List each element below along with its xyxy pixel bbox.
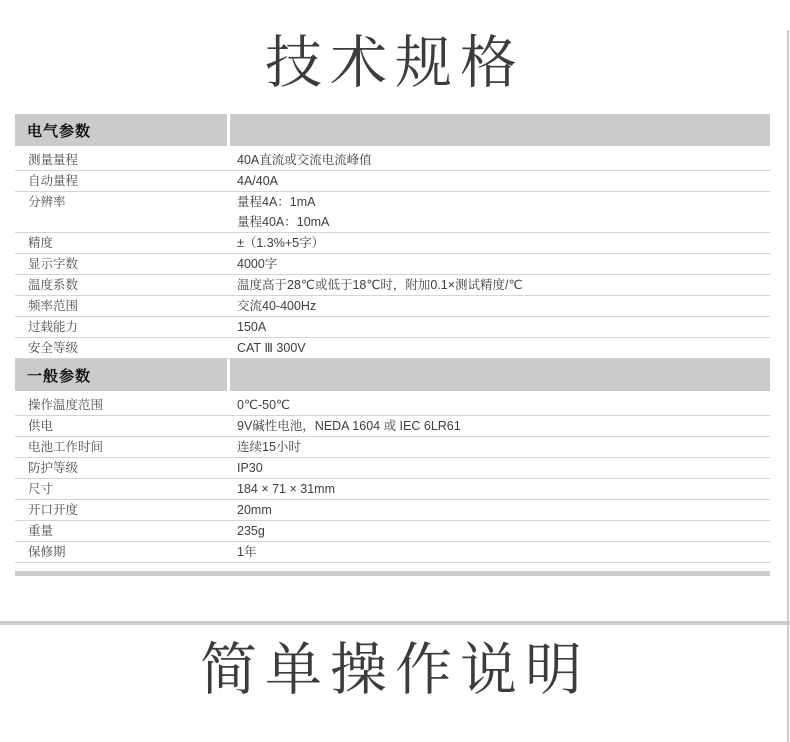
spec-row-value [237, 317, 770, 337]
spec-row-value [237, 500, 770, 520]
spec-row [15, 275, 770, 296]
spec-row-value [237, 521, 770, 541]
spec-section [15, 359, 770, 563]
spec-row-value [237, 395, 770, 415]
spec-row-value [237, 171, 770, 191]
spec-row-value-line: IP30 [237, 461, 263, 475]
spec-row-value-line: 235g [237, 524, 265, 538]
spec-row-label: 频率范围 [28, 299, 79, 313]
spec-row-label: 显示字数 [28, 257, 79, 271]
spec-row-value [237, 338, 770, 358]
spec-row [15, 150, 770, 171]
spec-row-value-line: 温度高于28℃或低于18℃时，附加0.1×测试精度/℃ [237, 278, 523, 292]
spec-row-value-line: ±（1.3%+5字） [237, 236, 325, 250]
spec-row-label: 防护等级 [28, 461, 79, 475]
spec-row-value-line: 9V碱性电池，NEDA 1604 或 IEC 6LR61 [237, 419, 461, 433]
spec-row-label: 安全等级 [28, 341, 79, 355]
page-title-top: 技术规格 [265, 32, 525, 95]
table-bottom-bar [15, 571, 770, 576]
spec-row-label: 精度 [28, 236, 54, 250]
spec-row-label: 尺寸 [28, 482, 54, 496]
spec-row-value-line: 量程40A：10mA [237, 215, 330, 229]
spec-row-value [237, 150, 770, 170]
section-header [15, 359, 770, 391]
spec-row-value [237, 296, 770, 316]
spec-row-value [237, 542, 770, 562]
spec-row-label: 分辨率 [28, 195, 66, 209]
spec-row [15, 542, 770, 563]
spec-row-value-line: 40A直流或交流电流峰值 [237, 153, 372, 167]
spec-row-value-line: 连续15小时 [237, 440, 301, 454]
spec-row [15, 296, 770, 317]
section-header [15, 114, 770, 146]
page-right-border [787, 30, 789, 742]
spec-row-value [237, 192, 770, 232]
section-title: 电气参数 [27, 122, 92, 140]
spec-table [15, 114, 770, 563]
spec-row-label: 过载能力 [28, 320, 79, 334]
spec-row-value [237, 437, 770, 457]
spec-row [15, 171, 770, 192]
spec-row [15, 479, 770, 500]
spec-row-value [237, 479, 770, 499]
spec-row-value-line: 0℃-50℃ [237, 398, 291, 412]
spec-row [15, 500, 770, 521]
spec-row-value-line: 150A [237, 320, 267, 334]
spec-row-label: 开口开度 [28, 503, 79, 517]
section-title: 一般参数 [27, 367, 92, 385]
section-header-label-cell [15, 359, 227, 391]
spec-row [15, 458, 770, 479]
spec-row-value-line: 184 × 71 × 31mm [237, 482, 335, 496]
spec-row [15, 416, 770, 437]
spec-row-value-line: 量程4A：1mA [237, 195, 316, 209]
spec-row-label: 自动量程 [28, 174, 79, 188]
spec-row-label: 保修期 [28, 545, 66, 559]
section-header-label-cell [15, 114, 227, 146]
spec-row-value [237, 275, 770, 295]
spec-row [15, 233, 770, 254]
spec-row-label: 操作温度范围 [28, 398, 104, 412]
section-rows [15, 395, 770, 563]
spec-row-value-line: 4A/40A [237, 174, 279, 188]
spec-row-value [237, 233, 770, 253]
spec-row-value [237, 416, 770, 436]
spec-row [15, 395, 770, 416]
spec-section [15, 114, 770, 359]
spec-row [15, 437, 770, 458]
section-rows [15, 150, 770, 359]
section-header-value-cell [230, 114, 770, 146]
section-header-value-cell [230, 359, 770, 391]
spec-row [15, 254, 770, 275]
spec-row-value-line: CAT Ⅲ 300V [237, 341, 306, 355]
spec-row [15, 521, 770, 542]
spec-row-value [237, 254, 770, 274]
spec-row-label: 重量 [28, 524, 54, 538]
spec-row [15, 338, 770, 359]
spec-row-value-line: 4000字 [237, 257, 278, 271]
spec-row-label: 温度系数 [28, 278, 79, 292]
spec-row-label: 测量量程 [28, 153, 79, 167]
spec-row-value-line: 20mm [237, 503, 272, 517]
spec-row [15, 317, 770, 338]
spec-row-value-line: 交流40-400Hz [237, 299, 317, 313]
spec-row-value-line: 1年 [237, 545, 257, 559]
spec-row-label: 供电 [28, 419, 54, 433]
spec-row [15, 192, 770, 233]
page-title-bottom: 简单操作说明 [200, 639, 590, 702]
spec-row-label: 电池工作时间 [28, 440, 104, 454]
spec-row-value [237, 458, 770, 478]
spec-page [0, 30, 790, 705]
section-divider [0, 621, 790, 625]
